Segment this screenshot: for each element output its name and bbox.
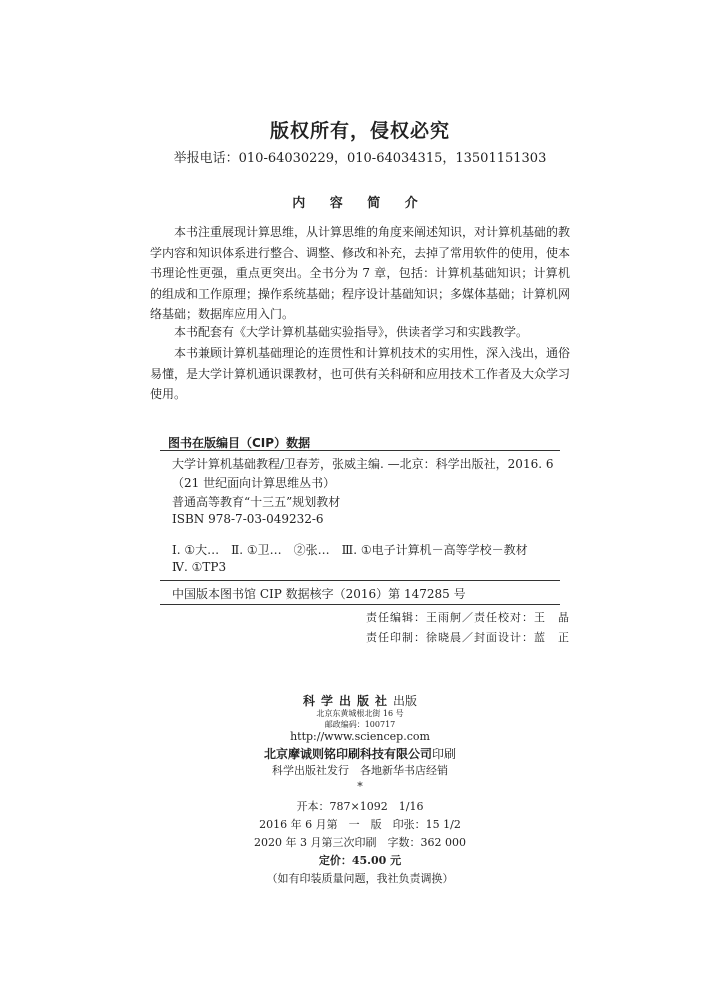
summary-paragraph-text: 本书配套有《大学计算机基础实验指导》，供读者学习和实践教学。 [174, 325, 529, 339]
summary-paragraph [150, 222, 570, 325]
price-line: 定价：45.00 元 [318, 854, 402, 867]
divider [160, 604, 560, 605]
cip-heading: 图书在版编目（CIP）数据 [168, 436, 311, 450]
cip-line: 普通高等教育“十三五”规划教材 [172, 495, 341, 509]
distribution-line: 科学出版社发行 各地新华书店经销 [272, 764, 448, 777]
summary-paragraph [150, 343, 570, 405]
quality-notice: （如有印装质量问题，我社负责调换） [266, 872, 454, 885]
classification-line: Ⅳ. ①TP3 [172, 560, 227, 574]
summary-paragraph-text: 本书注重展现计算思维，从计算思维的角度来阐述知识，对计算机基础的教学内容和知识体系进行整合、调整、修改和补充，去掉了常用软件的使用，使本书理论性更强，重点更突出。全书分为 7 章，包括：计算机基础知识；计算机的组成和工作原理；操作系统基础；程序设计基础知识；多媒体基础；计算机网络基础；数据库应用入门。 [150, 225, 571, 321]
divider [160, 450, 560, 451]
publisher-address: 北京东黄城根北街 16 号 [316, 709, 404, 718]
printer-suffix: 印刷 [432, 747, 457, 761]
cip-line: 大学计算机基础教程/卫春芳，张威主编. —北京：科学出版社，2016. 6 [172, 457, 554, 471]
summary-paragraph [150, 322, 570, 343]
summary-title: 内 容 简 介 [292, 196, 428, 211]
format-line: 开本：787×1092 1/16 [296, 800, 424, 813]
isbn: ISBN 978-7-03-049232-6 [172, 512, 324, 526]
printer-name: 北京摩诚则铭印刷科技有限公司 [263, 747, 432, 761]
copyright-title: 版权所有，侵权必究 [269, 120, 450, 142]
divider [160, 580, 560, 581]
summary-paragraph-text: 本书兼顾计算机基础理论的连贯性和计算机技术的实用性，深入浅出，通俗易懂，是大学计算机通识课教材，也可供有关科研和应用技术工作者及大众学习使用。 [150, 346, 571, 401]
cip-line: （21 世纪面向计算思维丛书） [172, 476, 336, 490]
separator-star: * [357, 780, 363, 793]
publisher-name: 科学出版社 [302, 694, 393, 708]
cip-approval-number: 中国版本图书馆 CIP 数据核字（2016）第 147285 号 [172, 587, 466, 601]
edition-line: 2016 年 6 月第 一 版 印张：15 1/2 [259, 818, 461, 831]
publisher-line [0, 692, 720, 709]
publisher-suffix: 出版 [393, 694, 418, 708]
printing-line: 2020 年 3 月第三次印刷 字数：362 000 [254, 836, 466, 849]
classification-line: Ⅰ. ①大… Ⅱ. ①卫… ②张… Ⅲ. ①电子计算机－高等学校－教材 [172, 543, 528, 557]
publisher-website: http://www.sciencep.com [290, 730, 430, 743]
publisher-postcode: 邮政编码：100717 [324, 720, 396, 729]
printer-line [0, 745, 720, 762]
report-phone: 举报电话：010-64030229，010-64034315，13501151303 [173, 151, 547, 166]
staff-editors: 责任编辑：王雨舸／责任校对：王 晶 [366, 611, 570, 624]
staff-production: 责任印制：徐晓晨／封面设计：蓝 正 [366, 631, 570, 644]
